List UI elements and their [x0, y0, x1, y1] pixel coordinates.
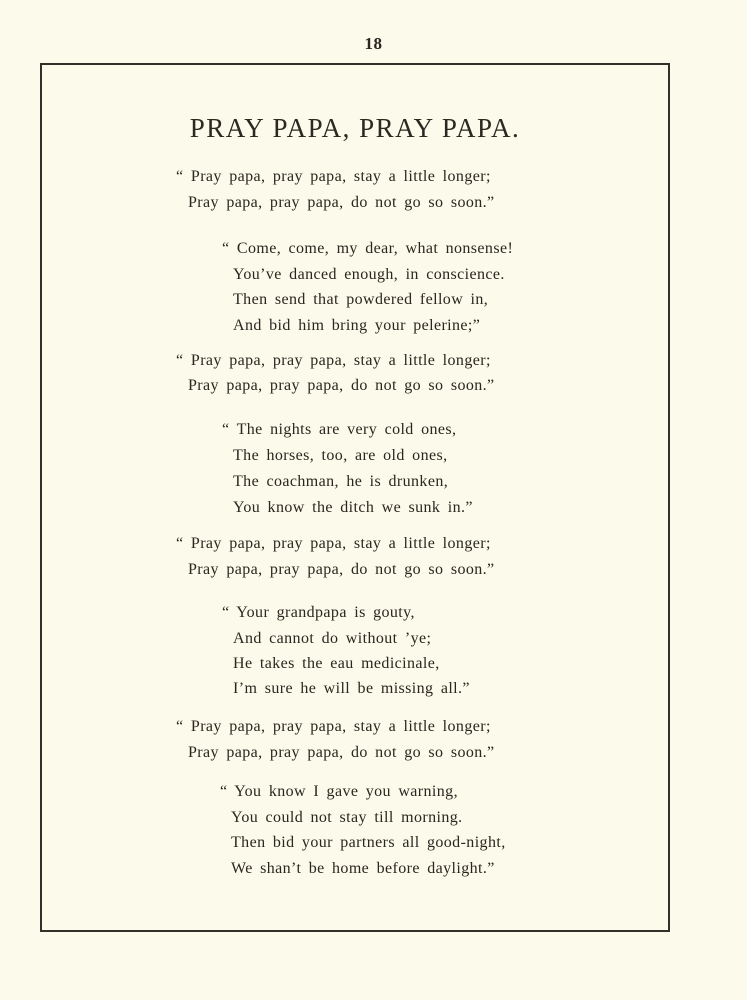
- poem-line: And cannot do without ’ye;: [233, 630, 432, 647]
- poem-title: PRAY PAPA, PRAY PAPA.: [189, 113, 521, 143]
- poem-line: You’ve danced enough, in conscience.: [233, 266, 505, 283]
- poem-line: Pray papa, pray papa, do not go so soon.”: [188, 377, 495, 394]
- poem-line: He takes the eau medicinale,: [233, 655, 440, 672]
- page-number: 18: [364, 34, 383, 53]
- poem-line: You know the ditch we sunk in.”: [233, 499, 473, 516]
- poem-line: The coachman, he is drunken,: [233, 473, 449, 490]
- poem-line: You could not stay till morning.: [231, 809, 463, 826]
- poem-line: “ You know I gave you warning,: [220, 783, 458, 800]
- poem-line: “ The nights are very cold ones,: [222, 421, 457, 438]
- poem-line: And bid him bring your pelerine;”: [233, 317, 481, 334]
- poem-line: We shan’t be home before daylight.”: [231, 860, 495, 877]
- poem-line: The horses, too, are old ones,: [233, 447, 448, 464]
- poem-line: “ Pray papa, pray papa, stay a little longer;: [176, 168, 491, 185]
- poem-line: I’m sure he will be missing all.”: [233, 680, 470, 697]
- poem-line: “ Pray papa, pray papa, stay a little longer;: [176, 718, 491, 735]
- poem-line: “ Your grandpapa is gouty,: [222, 604, 415, 621]
- poem-line: Pray papa, pray papa, do not go so soon.”: [188, 194, 495, 211]
- poem-line: “ Come, come, my dear, what nonsense!: [222, 240, 514, 257]
- poem-line: Then bid your partners all good-night,: [231, 834, 506, 851]
- poem-line: “ Pray papa, pray papa, stay a little longer;: [176, 352, 491, 369]
- poem-line: Then send that powdered fellow in,: [233, 291, 489, 308]
- poem-line: Pray papa, pray papa, do not go so soon.”: [188, 744, 495, 761]
- poem-line: “ Pray papa, pray papa, stay a little longer;: [176, 535, 491, 552]
- poem-line: Pray papa, pray papa, do not go so soon.”: [188, 561, 495, 578]
